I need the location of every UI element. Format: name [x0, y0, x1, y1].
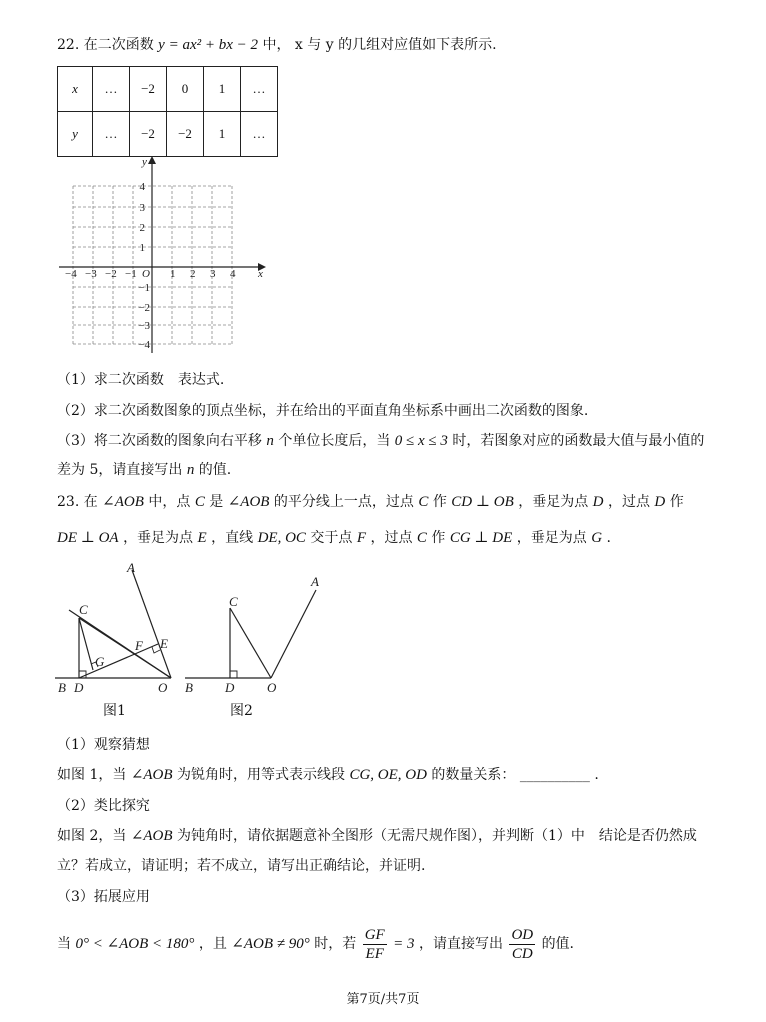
q22-stem: [57, 35, 497, 55]
y-axis-arrow-icon: [148, 156, 156, 164]
point-label-b: B: [58, 680, 66, 695]
point-label-d: D: [74, 680, 84, 695]
right-angle-d: [230, 671, 237, 678]
q22-part-3-text-4: 差为 5，请直接写出: [57, 462, 183, 478]
answer-blank[interactable]: __________: [519, 767, 590, 783]
q23-range: 0° < ∠AOB < 180°: [75, 936, 195, 952]
q23-point: F: [356, 530, 367, 546]
table-cell: …: [93, 67, 130, 112]
fraction-od-cd: [509, 926, 535, 963]
table-cell: −2: [130, 67, 167, 112]
q23-perp: CD ⊥ OB: [451, 494, 514, 510]
table-cell: 1: [204, 112, 241, 157]
q23-part-2: [57, 826, 697, 846]
q23-text: 作: [669, 494, 684, 510]
q23-text: 中，点: [148, 494, 191, 510]
q23-text: 如图 2，当: [57, 828, 127, 844]
x-tick-label: 1: [170, 268, 176, 280]
q23-perp: CG ⊥ DE: [449, 530, 513, 546]
q23-text: .: [594, 767, 599, 783]
point-label-c: C: [79, 602, 88, 617]
q23-part-3: [57, 924, 574, 964]
figure-2-caption: 图2: [230, 703, 253, 719]
fraction-denominator: CD: [511, 945, 533, 962]
y-tick-label: 2: [139, 222, 145, 234]
q23-text: ，请直接写出: [418, 936, 503, 952]
table-row-x: [58, 67, 278, 112]
y-tick-label: −4: [138, 339, 150, 351]
q23-point: C: [416, 530, 427, 546]
q22-part-3-text-5: 的值.: [198, 462, 232, 478]
table-cell: −2: [167, 112, 204, 157]
point-label-a: A: [127, 560, 135, 575]
q23-point: E: [197, 530, 207, 546]
q23-text: 的平分线上一点，过点: [273, 494, 414, 510]
q23-stem-line1: [57, 492, 684, 512]
page-footer: 第7页/共7页: [346, 992, 420, 1007]
q22-stem-text-3: x 与 y 的几组对应值如下表所示.: [294, 37, 497, 53]
q23-text: ，且: [198, 936, 227, 952]
point-label-d: D: [225, 680, 235, 695]
point-label-f: F: [135, 638, 143, 653]
q23-part-1-title: （1）观察猜想: [57, 737, 150, 753]
point-label-a: A: [311, 574, 319, 589]
q23-text: .: [606, 530, 611, 546]
q23-equation: = 3: [393, 936, 415, 952]
q23-text: 作: [431, 530, 446, 546]
segment-cf-extension: [69, 610, 171, 678]
y-tick-label: −1: [138, 282, 150, 294]
q22-var-n: n: [186, 462, 195, 478]
q23-part-1: [57, 765, 599, 785]
fraction-numerator: GF: [364, 926, 385, 943]
figure-1-caption: 图1: [103, 703, 126, 719]
q23-stem-line2: [57, 528, 611, 548]
q23-point: D: [654, 494, 666, 510]
table-cell: …: [241, 112, 278, 157]
x-tick-label: −2: [105, 268, 117, 280]
q23-text: ，垂足为点: [516, 530, 587, 546]
q22-part-3-cont: [57, 460, 231, 480]
q22-part-3-text-3: 时，若图象对应的函数最大值与最小值的: [452, 433, 705, 449]
q23-text: 是: [209, 494, 224, 510]
fraction-numerator: OD: [511, 926, 534, 943]
q23-angle: ∠AOB: [227, 494, 270, 510]
table-row-y: [58, 112, 278, 157]
point-label-o: O: [158, 680, 168, 695]
q23-point: D: [592, 494, 604, 510]
x-tick-label: 4: [230, 268, 236, 280]
figure-1: [55, 560, 185, 700]
q23-text: 时，若: [314, 936, 357, 952]
q23-condition: ∠AOB ≠ 90°: [231, 936, 310, 952]
q23-text: 如图 1，当: [57, 767, 127, 783]
q23-text: 23. 在: [57, 494, 98, 510]
q23-perp: DE ⊥ OA: [57, 530, 119, 546]
q23-point: C: [418, 494, 429, 510]
q22-part-3-text-2: 个单位长度后，当: [278, 433, 391, 449]
q23-angle: ∠AOB: [102, 494, 144, 510]
point-label-b: B: [185, 680, 193, 695]
table-cell: −2: [130, 112, 167, 157]
table-cell: …: [93, 112, 130, 157]
table-cell: 0: [167, 67, 204, 112]
q23-part-2-title: （2）类比探究: [57, 798, 150, 814]
point-label-c: C: [229, 594, 238, 609]
y-tick-label: −2: [138, 302, 150, 314]
q23-text: 为锐角时，用等式表示线段: [177, 767, 345, 783]
y-tick-label: 4: [139, 181, 145, 193]
table-cell: …: [241, 67, 278, 112]
origin-label: O: [142, 268, 150, 280]
point-label-e: E: [160, 636, 168, 651]
x-tick-label: −3: [85, 268, 97, 280]
q22-range: 0 ≤ x ≤ 3: [394, 433, 448, 449]
value-table: [57, 66, 278, 157]
y-tick-label: −3: [138, 320, 150, 332]
q22-part-3: [57, 431, 704, 451]
x-tick-label: −4: [65, 268, 77, 280]
segment-co: [230, 608, 271, 678]
ray-oa: [132, 570, 171, 678]
q23-point: C: [194, 494, 205, 510]
q23-text: ，垂足为点: [123, 530, 194, 546]
x-tick-label: 2: [190, 268, 196, 280]
q22-var-n: n: [266, 433, 274, 449]
figure-2: [183, 570, 333, 710]
q23-text: 的数量关系：: [431, 767, 516, 783]
x-tick-label: −1: [125, 268, 137, 280]
x-axis-label: x: [258, 268, 263, 280]
q23-angle: ∠AOB: [130, 767, 173, 783]
q22-part-2: （2）求二次函数图象的顶点坐标，并在给出的平面直角坐标系中画出二次函数的图象.: [57, 403, 589, 419]
point-label-o: O: [267, 680, 277, 695]
q23-text: 交于点: [310, 530, 353, 546]
y-tick-label: 1: [139, 242, 145, 254]
y-tick-label: 3: [139, 202, 145, 214]
q23-segments: CG, OE, OD: [349, 767, 427, 783]
q22-stem-text: 22. 在二次函数: [57, 37, 154, 53]
fraction-gf-ef: [363, 926, 387, 963]
ray-oa: [271, 590, 316, 678]
q22-part-1: （1）求二次函数 表达式.: [57, 372, 225, 388]
q23-text: ，过点: [370, 530, 413, 546]
q23-angle: ∠AOB: [130, 828, 173, 844]
x-tick-label: 3: [210, 268, 216, 280]
fraction-denominator: EF: [365, 945, 384, 962]
q23-part-3-title: （3）拓展应用: [57, 889, 150, 905]
coordinate-grid: [55, 153, 275, 353]
table-cell: 1: [204, 67, 241, 112]
q23-point: G: [591, 530, 603, 546]
q23-text: 的值.: [541, 936, 575, 952]
q23-text: 当: [57, 936, 71, 952]
q23-text: ，直线: [211, 530, 254, 546]
q23-text: ，垂足为点: [518, 494, 589, 510]
q23-text: 为钝角时，请依据题意补全图形（无需尺规作图），并判断（1）中 结论是否仍然成: [177, 828, 697, 844]
q22-formula: y = ax² + bx − 2: [158, 37, 259, 53]
table-header-x: x: [58, 67, 93, 112]
q23-part-2-cont: 立？若成立，请证明；若不成立，请写出正确结论，并证明.: [57, 858, 426, 874]
point-label-g: G: [95, 654, 105, 669]
q23-text: ，过点: [607, 494, 650, 510]
q22-stem-text-2: 中，: [262, 37, 291, 53]
table-header-y: y: [58, 112, 93, 157]
right-angle-e: [152, 647, 160, 653]
q23-lines: DE, OC: [257, 530, 306, 546]
y-axis-label: y: [142, 156, 147, 168]
q23-text: 作: [432, 494, 447, 510]
q22-part-3-text: （3）将二次函数的图象向右平移: [57, 433, 262, 449]
